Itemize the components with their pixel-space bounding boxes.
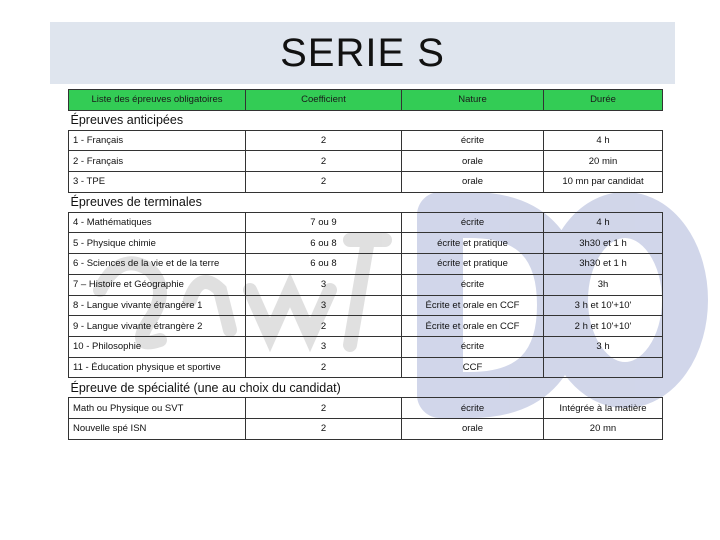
cell-duree: 3 h et 10'+10' (544, 295, 663, 316)
cell-coefficient: 2 (246, 398, 402, 419)
section-row (69, 192, 663, 212)
section-row (69, 110, 663, 130)
cell-coefficient: 2 (246, 418, 402, 439)
cell-coefficient: 2 (246, 316, 402, 337)
cell-nature: écrite et pratique (402, 233, 544, 254)
cell-epreuve: Nouvelle spé ISN (69, 418, 246, 439)
cell-nature: Écrite et orale en CCF (402, 295, 544, 316)
cell-nature: écrite (402, 398, 544, 419)
table-row (69, 172, 663, 193)
cell-duree: 3h30 et 1 h (544, 233, 663, 254)
cell-nature: écrite (402, 274, 544, 295)
title-band (50, 22, 675, 84)
cell-coefficient: 3 (246, 295, 402, 316)
cell-duree: 20 min (544, 151, 663, 172)
cell-epreuve: 7 – Histoire et Géographie (69, 274, 246, 295)
cell-nature: Écrite et orale en CCF (402, 316, 544, 337)
exam-table (68, 89, 663, 440)
cell-epreuve: 4 - Mathématiques (69, 212, 246, 233)
cell-duree: 4 h (544, 212, 663, 233)
cell-coefficient: 2 (246, 151, 402, 172)
cell-epreuve: 8 - Langue vivante étrangère 1 (69, 295, 246, 316)
table-row (69, 316, 663, 337)
table-row (69, 151, 663, 172)
cell-epreuve: 2 - Français (69, 151, 246, 172)
cell-epreuve: 10 - Philosophie (69, 336, 246, 357)
cell-epreuve: 6 - Sciences de la vie et de la terre (69, 254, 246, 275)
header-epreuves: Liste des épreuves obligatoires (69, 90, 246, 111)
cell-duree: Intégrée à la matière (544, 398, 663, 419)
cell-coefficient: 6 ou 8 (246, 254, 402, 275)
header-nature: Nature (402, 90, 544, 111)
cell-epreuve: 1 - Français (69, 130, 246, 151)
table-row (69, 295, 663, 316)
header-coefficient: Coefficient (246, 90, 402, 111)
header-duree: Durée (544, 90, 663, 111)
slide-title: SERIE S (280, 30, 445, 75)
table-row (69, 357, 663, 378)
cell-duree: 10 mn par candidat (544, 172, 663, 193)
cell-coefficient: 3 (246, 274, 402, 295)
cell-epreuve: 3 - TPE (69, 172, 246, 193)
cell-duree: 20 mn (544, 418, 663, 439)
cell-duree: 3h (544, 274, 663, 295)
cell-epreuve: 9 - Langue vivante étrangère 2 (69, 316, 246, 337)
cell-nature: orale (402, 418, 544, 439)
cell-nature: écrite (402, 212, 544, 233)
cell-duree: 3h30 et 1 h (544, 254, 663, 275)
cell-duree: 3 h (544, 336, 663, 357)
cell-coefficient: 2 (246, 172, 402, 193)
table-header-row (69, 90, 663, 111)
cell-epreuve: Math ou Physique ou SVT (69, 398, 246, 419)
cell-duree (544, 357, 663, 378)
table-row (69, 233, 663, 254)
cell-epreuve: 11 - Éducation physique et sportive (69, 357, 246, 378)
cell-epreuve: 5 - Physique chimie (69, 233, 246, 254)
cell-nature: écrite et pratique (402, 254, 544, 275)
cell-duree: 4 h (544, 130, 663, 151)
cell-nature: CCF (402, 357, 544, 378)
cell-coefficient: 2 (246, 130, 402, 151)
table-row (69, 336, 663, 357)
section-row (69, 378, 663, 398)
table-row (69, 418, 663, 439)
table-row (69, 398, 663, 419)
cell-nature: écrite (402, 130, 544, 151)
cell-nature: orale (402, 151, 544, 172)
table-row (69, 254, 663, 275)
cell-nature: orale (402, 172, 544, 193)
cell-coefficient: 7 ou 9 (246, 212, 402, 233)
table-row (69, 212, 663, 233)
cell-nature: écrite (402, 336, 544, 357)
section-title: Épreuves anticipées (70, 113, 184, 128)
cell-coefficient: 2 (246, 357, 402, 378)
table-row (69, 274, 663, 295)
cell-coefficient: 3 (246, 336, 402, 357)
section-title: Épreuve de spécialité (une au choix du candidat) (70, 380, 341, 395)
cell-coefficient: 6 ou 8 (246, 233, 402, 254)
section-title: Épreuves de terminales (70, 195, 202, 210)
table-row (69, 130, 663, 151)
cell-duree: 2 h et 10'+10' (544, 316, 663, 337)
